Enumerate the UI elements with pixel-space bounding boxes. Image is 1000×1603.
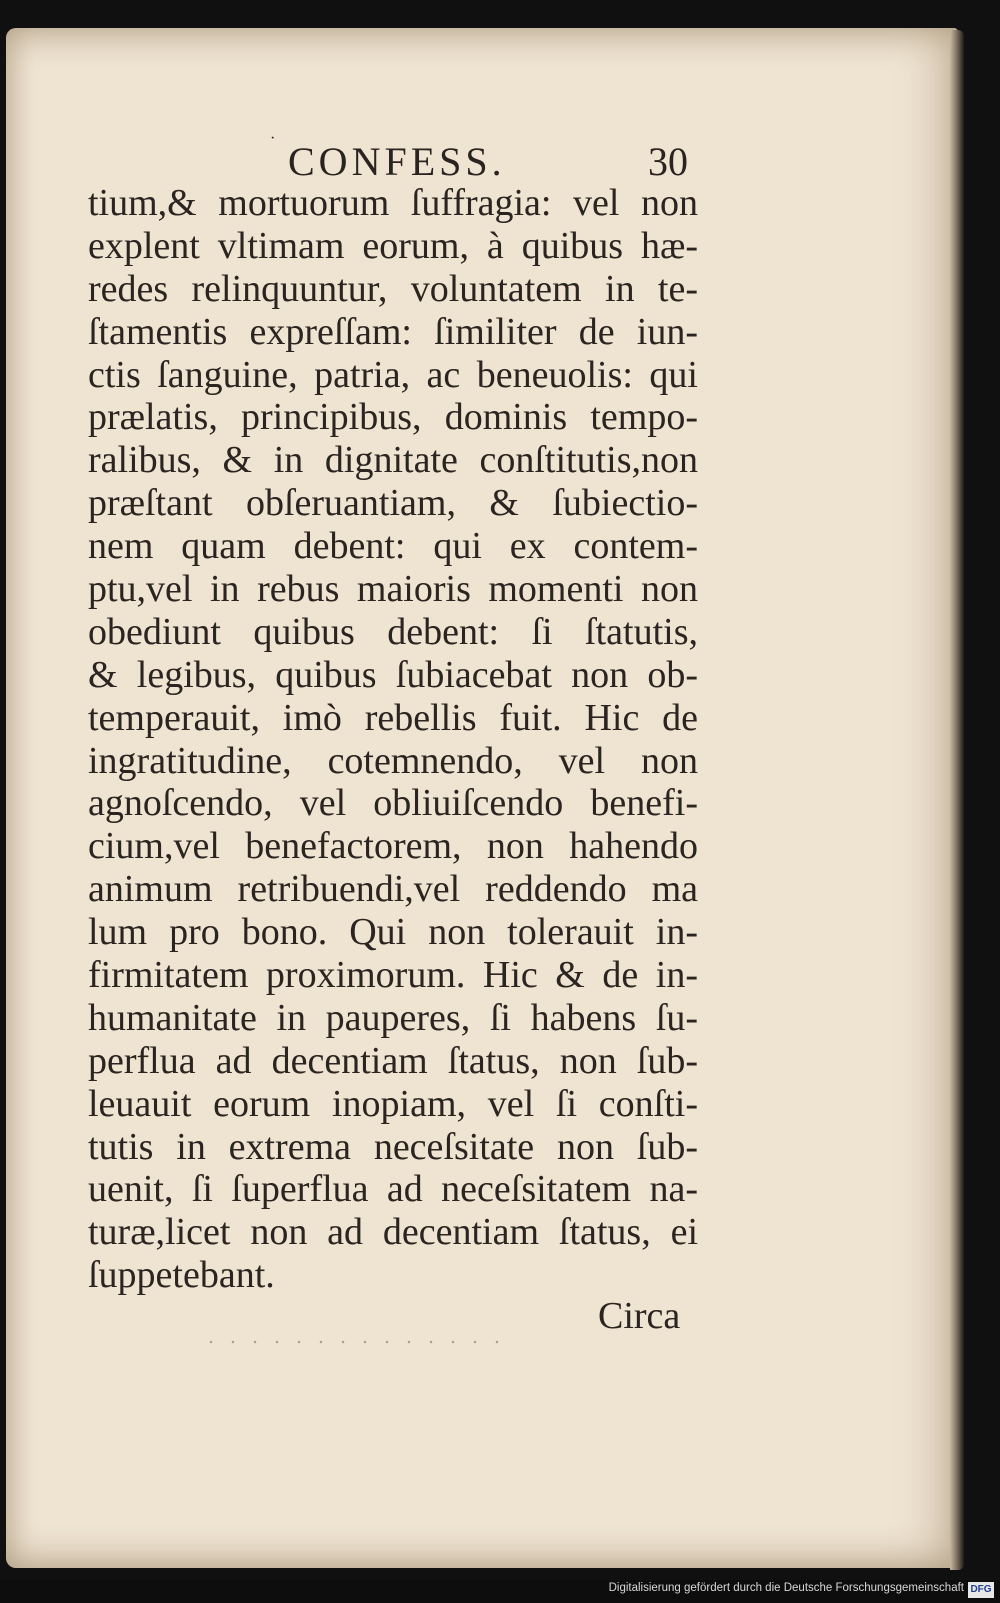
text-line: leuauit eorum inopiam, vel ſi conſti- [88, 1082, 698, 1125]
text-line: obediunt quibus debent: ſi ſtatutis, [88, 610, 698, 653]
text-line: præſtant obſeruantiam, & ſubiectio- [88, 482, 698, 525]
text-line: perflua ad decentiam ſtatus, non ſub- [88, 1039, 698, 1082]
text-line: temperauit, imò rebellis fuit. Hic de [88, 696, 698, 739]
text-line: ralibus, & in dignitate conſtitutis,non [88, 439, 698, 482]
paper-specks [200, 1338, 500, 1346]
page-number: 30 [648, 139, 688, 184]
footer-credit: Digitalisierung gefördert durch die Deutsche Forschungsgemeinschaft [608, 1582, 964, 1594]
text-line: uenit, ſi ſuperflua ad neceſsitatem na- [88, 1168, 698, 1211]
page-edge [950, 30, 964, 1570]
text-line: nem quam debent: qui ex contem- [88, 525, 698, 568]
running-head-mark: · [270, 130, 276, 147]
text-line: redes relinquuntur, voluntatem in te- [88, 267, 698, 310]
text-line: lum pro bono. Qui non tolerauit in- [88, 911, 698, 954]
text-line: firmitatem proximorum. Hic & de in- [88, 954, 698, 997]
text-line: prælatis, principibus, dominis tempo- [88, 396, 698, 439]
text-line: agnoſcendo, vel obliuiſcendo benefi- [88, 782, 698, 825]
text-line: turæ,licet non ad decentiam ſtatus, ei [88, 1211, 698, 1254]
text-line: ptu,vel in rebus maioris momenti non [88, 568, 698, 611]
text-line: & legibus, quibus ſubiacebat non ob- [88, 653, 698, 696]
dfg-logo: DFG [968, 1582, 994, 1598]
catchword: Circa [598, 1295, 681, 1337]
running-head: CONFESS. [288, 139, 506, 184]
body-text [88, 182, 698, 1297]
text-line: explent vltimam eorum, à quibus hæ- [88, 224, 698, 267]
text-line: ctis ſanguine, patria, ac beneuolis: qui [88, 353, 698, 396]
text-line: humanitate in pauperes, ſi habens ſu- [88, 996, 698, 1039]
text-line: ſtamentis expreſſam: ſimiliter de iun- [88, 310, 698, 353]
text-line: animum retribuendi,vel reddendo ma [88, 868, 698, 911]
text-line: ſuppetebant. [88, 1254, 275, 1297]
text-line: tutis in extrema neceſsitate non ſub- [88, 1125, 698, 1168]
text-line: cium,vel benefactorem, non hahendo [88, 825, 698, 868]
text-line: ingratitudine, cotemnendo, vel non [88, 739, 698, 782]
text-line: tium,& mortuorum ſuffragia: vel non [88, 182, 698, 224]
